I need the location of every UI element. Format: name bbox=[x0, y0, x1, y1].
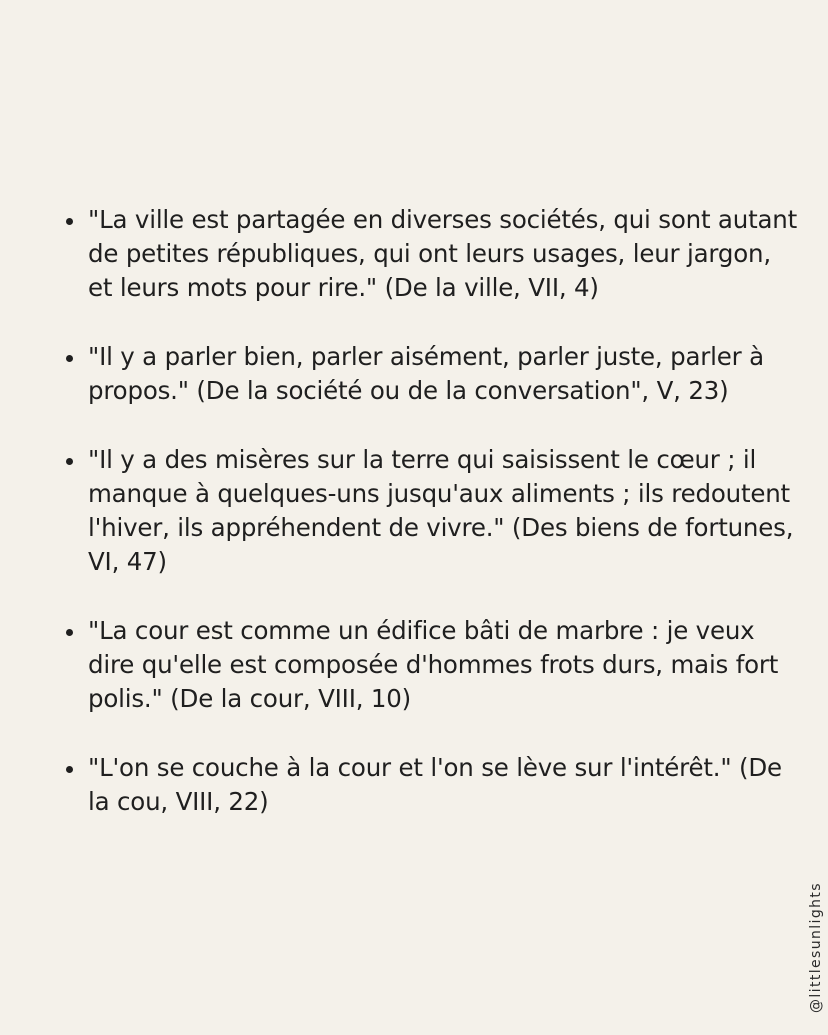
quote-text: "Il y a des misères sur la terre qui saisissent le cœur ; il manque à quelques-uns jusqu'aux aliments ; ils redoutent l'hiver, ils appréhendent de vivre." (Des biens de fortunes, VI, 47) bbox=[88, 445, 794, 576]
quote-text: "La ville est partagée en diverses sociétés, qui sont autant de petites républiques, qui ont leurs usages, leur jargon, et leurs mots pour rire." (De la ville, VII, 4) bbox=[88, 205, 798, 302]
quote-text: "La cour est comme un édifice bâti de marbre : je veux dire qu'elle est composée d'hommes frots durs, mais fort polis." (De la cour, VIII, 10) bbox=[88, 616, 779, 713]
quote-item bbox=[62, 340, 802, 408]
bullet-icon bbox=[66, 355, 73, 362]
bullet-icon bbox=[66, 766, 73, 773]
quote-list bbox=[62, 203, 802, 854]
quote-item bbox=[62, 751, 802, 819]
quote-item bbox=[62, 614, 802, 716]
bullet-icon bbox=[66, 458, 73, 465]
bullet-icon bbox=[66, 629, 73, 636]
quote-text: "Il y a parler bien, parler aisément, parler juste, parler à propos." (De la société ou de la conversation", V, 23) bbox=[88, 342, 764, 405]
watermark-handle: @littlesunlights bbox=[808, 881, 824, 1013]
quote-item bbox=[62, 203, 802, 305]
quote-item bbox=[62, 443, 802, 579]
quote-text: "L'on se couche à la cour et l'on se lève sur l'intérêt." (De la cou, VIII, 22) bbox=[88, 753, 782, 816]
bullet-icon bbox=[66, 218, 73, 225]
